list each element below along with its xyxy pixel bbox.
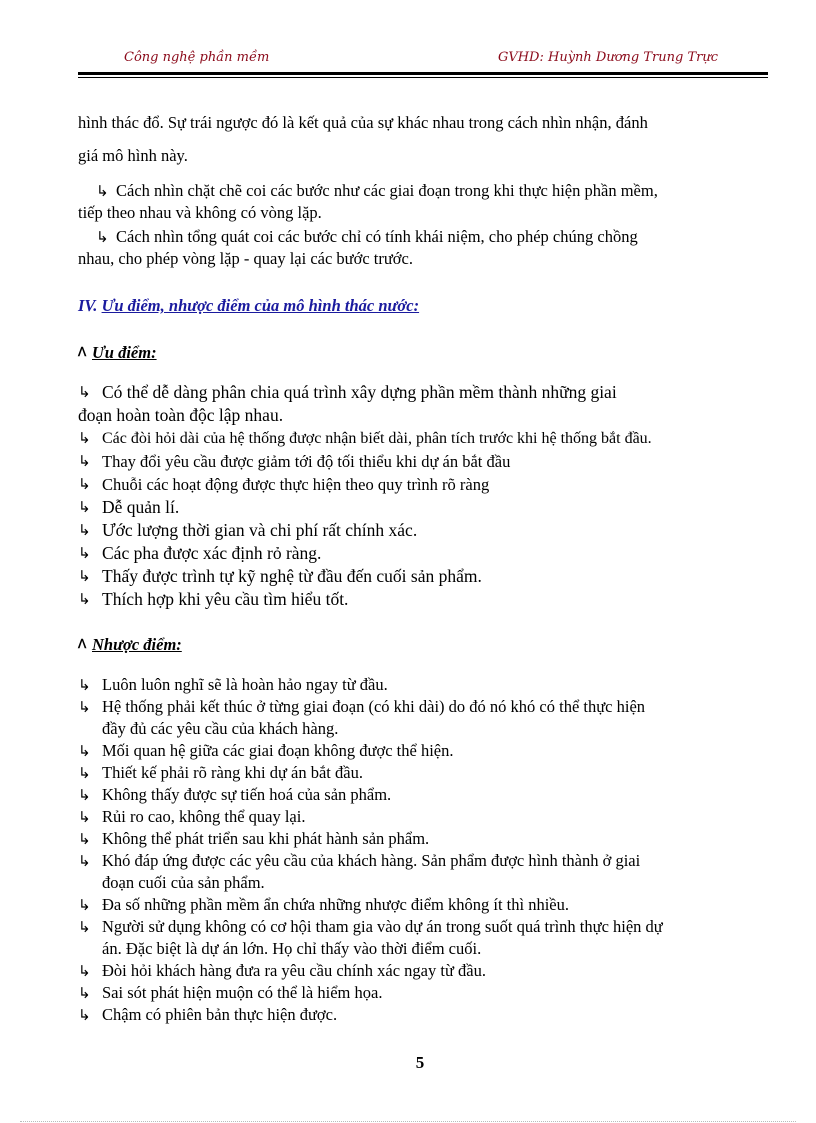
arrow-bullet-icon: ↳ (78, 742, 91, 760)
intro-line: giá mô hình này. (78, 146, 188, 165)
list-item (78, 696, 768, 718)
caret-icon: ᐱ (78, 345, 87, 359)
arrow-bullet-icon: ↳ (78, 808, 91, 826)
list-item-text: Khó đáp ứng được các yêu cầu của khách hàng. Sản phẩm được hình thành ở giai (102, 851, 641, 870)
list-item (78, 762, 768, 784)
list-item-text: Dễ quản lí. (102, 497, 180, 517)
list-item-text: Thiết kế phải rõ ràng khi dự án bắt đầu. (102, 763, 363, 782)
arrow-bullet-icon: ↳ (78, 544, 91, 562)
arrow-bullet-icon: ↳ (78, 475, 91, 493)
arrow-bullet-icon: ↳ (78, 786, 91, 804)
list-item (78, 473, 768, 496)
list-item (78, 916, 768, 938)
arrow-bullet-icon: ↳ (78, 764, 91, 782)
list-item (78, 784, 768, 806)
arrow-bullet-icon: ↳ (78, 676, 91, 694)
view-text: Cách nhìn tổng quát coi các bước chỉ có tính khái niệm, cho phép chúng chồng (116, 227, 638, 246)
header-course: Công nghệ phần mềm (124, 50, 270, 65)
arrow-bullet-icon: ↳ (78, 452, 91, 470)
list-item-text: Thay đổi yêu cầu được giảm tới độ tối thiểu khi dự án bắt đầu (102, 452, 511, 471)
list-item-continuation (78, 872, 768, 894)
view-text: tiếp theo nhau và không có vòng lặp. (78, 203, 322, 222)
list-item-text: Thích hợp khi yêu cầu tìm hiểu tốt. (102, 589, 349, 609)
list-item-text: đầy đủ các yêu cầu của khách hàng. (102, 719, 339, 738)
header-rule-thin (78, 77, 768, 78)
header-rule-thick (78, 72, 768, 75)
list-item-text: Người sử dụng không có cơ hội tham gia vào dự án trong suốt quá trình thực hiện dự (102, 917, 663, 936)
page-number: 5 (415, 1053, 425, 1072)
list-item (78, 496, 768, 519)
arrow-bullet-icon: ↳ (96, 228, 109, 246)
list-item (78, 828, 768, 850)
list-item (78, 1004, 768, 1026)
list-item (78, 450, 768, 473)
arrow-bullet-icon: ↳ (78, 521, 91, 539)
list-item-text: Chậm có phiên bản thực hiện được. (102, 1005, 338, 1024)
list-item (78, 894, 768, 916)
list-item-text: Mối quan hệ giữa các giai đoạn không được thể hiện. (102, 741, 454, 760)
arrow-bullet-icon: ↳ (78, 567, 91, 585)
arrow-bullet-icon: ↳ (78, 429, 91, 447)
arrow-bullet-icon: ↳ (78, 698, 91, 716)
arrow-bullet-icon: ↳ (78, 1006, 91, 1024)
list-item-text: Sai sót phát hiện muộn có thể là hiểm họa. (102, 983, 383, 1002)
list-item-text: Không thể phát triển sau khi phát hành sản phẩm. (102, 829, 430, 848)
list-item-continuation (78, 404, 768, 427)
list-item (78, 850, 768, 872)
disadvantages-list (78, 674, 768, 1026)
list-item-text: án. Đặc biệt là dự án lớn. Họ chỉ thấy vào thời điểm cuối. (102, 939, 482, 958)
list-item (78, 542, 768, 565)
list-item (78, 519, 768, 542)
arrow-bullet-icon: ↳ (78, 830, 91, 848)
list-item (78, 806, 768, 828)
disadvantages-heading (78, 633, 768, 656)
view-paragraph (78, 226, 768, 270)
view-text: nhau, cho phép vòng lặp - quay lại các bước trước. (78, 249, 413, 268)
page-bottom-divider (20, 1121, 796, 1122)
list-item-text: Ước lượng thời gian và chi phí rất chính xác. (102, 520, 418, 540)
list-item (78, 960, 768, 982)
list-item-text: Hệ thống phải kết thúc ở từng giai đoạn (có khi dài) do đó nó khó có thể thực hiện (102, 697, 646, 716)
intro-line: hình thác đổ. Sự trái ngược đó là kết quả của sự khác nhau trong cách nhìn nhận, đánh (78, 113, 648, 132)
caret-icon: ᐱ (78, 637, 87, 651)
list-item-text: Chuỗi các hoạt động được thực hiện theo quy trình rõ ràng (102, 475, 490, 494)
list-item (78, 982, 768, 1004)
page-header (78, 50, 768, 70)
list-item-text: Không thấy được sự tiến hoá của sản phẩm. (102, 785, 392, 804)
list-item-text: đoạn cuối của sản phẩm. (102, 873, 265, 892)
list-item-text: Thấy được trình tự kỹ nghệ từ đầu đến cuối sản phẩm. (102, 566, 482, 586)
section-heading (78, 295, 768, 317)
arrow-bullet-icon: ↳ (78, 590, 91, 608)
list-item-text: Các pha được xác định rỏ ràng. (102, 543, 322, 563)
section-title: Ưu điểm, nhược điểm của mô hình thác nước: (101, 296, 420, 315)
list-item-text: đoạn hoàn toàn độc lập nhau. (78, 405, 284, 425)
list-item (78, 427, 768, 450)
list-item-text: Có thể dễ dàng phân chia quá trình xây dựng phần mềm thành những giai (102, 382, 617, 402)
header-instructor: GVHD: Huỳnh Dương Trung Trực (497, 50, 718, 65)
list-item (78, 381, 768, 404)
list-item-continuation (78, 718, 768, 740)
list-item-text: Rủi ro cao, không thể quay lại. (102, 807, 306, 826)
arrow-bullet-icon: ↳ (78, 383, 91, 401)
list-item-continuation (78, 938, 768, 960)
list-item-text: Luôn luôn nghĩ sẽ là hoàn hảo ngay từ đầu. (102, 675, 388, 694)
section-number: IV. (78, 296, 98, 315)
advantages-list (78, 381, 768, 611)
arrow-bullet-icon: ↳ (78, 852, 91, 870)
advantages-heading (78, 341, 768, 364)
list-item (78, 740, 768, 762)
advantages-title: Ưu điểm: (92, 343, 157, 362)
view-paragraph (78, 180, 768, 224)
arrow-bullet-icon: ↳ (78, 984, 91, 1002)
list-item (78, 565, 768, 588)
view-text: Cách nhìn chặt chẽ coi các bước như các giai đoạn trong khi thực hiện phần mềm, (116, 181, 658, 200)
arrow-bullet-icon: ↳ (78, 918, 91, 936)
arrow-bullet-icon: ↳ (78, 962, 91, 980)
list-item-text: Đòi hỏi khách hàng đưa ra yêu cầu chính xác ngay từ đầu. (102, 961, 486, 980)
list-item (78, 674, 768, 696)
list-item-text: Đa số những phần mềm ẩn chứa những nhược điểm không ít thì nhiều. (102, 895, 570, 914)
list-item (78, 588, 768, 611)
list-item-text: Các đòi hỏi dài của hệ thống được nhận biết dài, phân tích trước khi hệ thống bắt đầu. (102, 430, 652, 447)
page-body (78, 106, 768, 1026)
arrow-bullet-icon: ↳ (78, 498, 91, 516)
arrow-bullet-icon: ↳ (96, 182, 109, 200)
disadvantages-title: Nhược điểm: (92, 635, 182, 654)
arrow-bullet-icon: ↳ (78, 896, 91, 914)
